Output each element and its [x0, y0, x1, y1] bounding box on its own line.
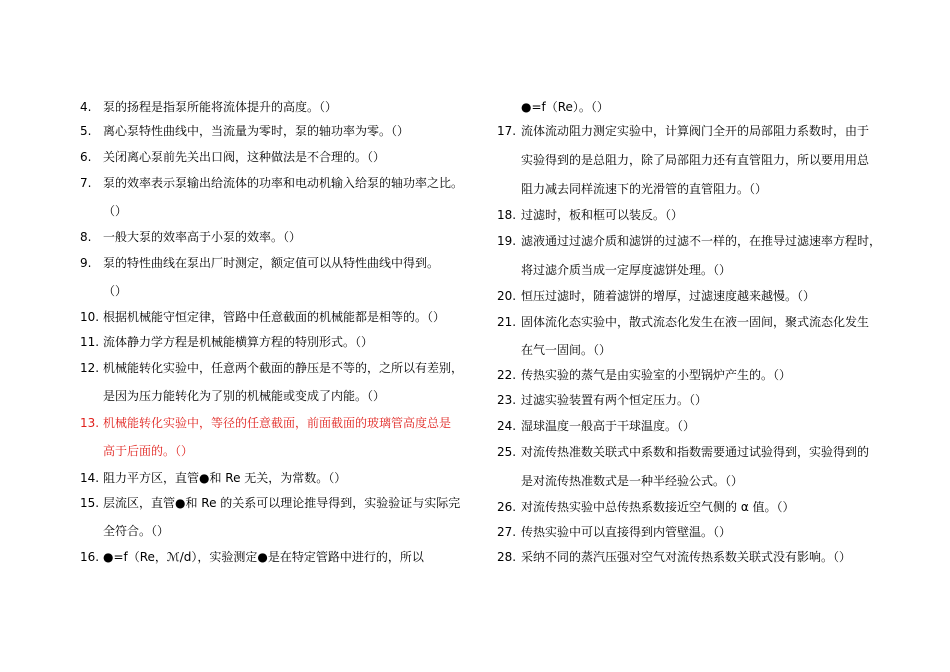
- question-text-line: 过滤时，板和框可以装反。（）: [521, 208, 684, 222]
- question-number: 6.: [80, 150, 92, 164]
- question-number: 13.: [80, 416, 100, 430]
- question-text-line: 离心泵特性曲线中，当流量为零时，泵的轴功率为零。（）: [103, 124, 410, 138]
- question-text-line: 采纳不同的蒸汽压强对空气对流传热系数关联式没有影响。（）: [521, 550, 852, 564]
- question-text-line: ●=f（Re）。（）: [521, 100, 609, 114]
- question-number: 4.: [80, 100, 92, 114]
- question-text-line: 在气一固间。（）: [521, 343, 612, 357]
- question-number: 10.: [80, 310, 100, 324]
- question-number: 20.: [497, 289, 517, 303]
- question-number: 18.: [497, 208, 517, 222]
- question-number: 9.: [80, 256, 92, 270]
- question-text-line: 过滤实验装置有两个恒定压力。（）: [521, 393, 708, 407]
- question-text-line: 全符合。（）: [103, 524, 170, 538]
- question-number: 26.: [497, 500, 517, 514]
- question-text-line: 传热实验中可以直接得到内管壁温。（）: [521, 525, 732, 539]
- question-number: 16.: [80, 550, 100, 564]
- question-number: 15.: [80, 496, 100, 510]
- question-number: 14.: [80, 471, 100, 485]
- question-text-line: 恒压过滤时，随着滤饼的增厚，过滤速度越来越慢。（）: [521, 289, 816, 303]
- question-text-line: 根据机械能守恒定律，管路中任意截面的机械能都是相等的。（）: [103, 310, 446, 324]
- question-text-line: 泵的特性曲线在泵出厂时测定，额定值可以从特性曲线中得到。: [103, 256, 440, 270]
- question-text-line: 是对流传热准数式是一种半经验公式。（）: [521, 474, 744, 488]
- question-text-line: 对流传热实验中总传热系数接近空气侧的 α 值。（）: [521, 500, 795, 514]
- question-number: 22.: [497, 368, 517, 382]
- question-text-line: ●=f（Re，ℳ/d），实验测定●是在特定管路中进行的，所以: [103, 550, 424, 564]
- question-number: 7.: [80, 176, 92, 190]
- question-number: 28.: [497, 550, 517, 564]
- question-number: 8.: [80, 230, 92, 244]
- question-text-line: 是因为压力能转化为了别的机械能或变成了内能。（）: [103, 389, 386, 403]
- question-number: 24.: [497, 419, 517, 433]
- question-text-line: 固体流化态实验中，散式流态化发生在液一固间，聚式流态化发生: [521, 315, 870, 329]
- question-text-line: 流体静力学方程是机械能横算方程的特別形式。（）: [103, 335, 374, 349]
- question-number: 27.: [497, 525, 517, 539]
- question-text-line: 一般大泵的效率高于小泵的效率。（）: [103, 230, 302, 244]
- question-text-line: （）: [103, 204, 128, 218]
- question-text-line: 关闭离心泵前先关出口阀，这种做法是不合理的。（）: [103, 150, 386, 164]
- question-text-line: 机械能转化实验中，任意两个截面的静压是不等的，之所以有差别，: [103, 361, 464, 375]
- question-text-line: （）: [103, 284, 128, 298]
- question-text-line: 湿球温度一般高于干球温度。（）: [521, 419, 696, 433]
- question-number: 17.: [497, 124, 517, 138]
- question-text-line: 实验得到的是总阻力，除了局部阻力还有直管阻力，所以要用用总: [521, 153, 870, 167]
- question-text-line: 传热实验的蒸气是由实验室的小型锅炉产生的。（）: [521, 368, 792, 382]
- question-number: 12.: [80, 361, 100, 375]
- question-text-line: 流体流动阻力测定实验中，计算阀门全开的局部阻力系数时，由于: [521, 124, 870, 138]
- question-number: 11.: [80, 335, 100, 349]
- question-text-line: 阻力减去同样流速下的光滑管的直管阻力。（）: [521, 182, 768, 196]
- question-text-line: 层流区，直管●和 Re 的关系可以理论推导得到，实验验证与实际完: [103, 496, 461, 510]
- question-number: 21.: [497, 315, 517, 329]
- question-text-line: 滤液通过过滤介质和滤饼的过滤不一样的，在推导过滤速率方程时，: [521, 234, 882, 248]
- question-text-line: 机械能转化实验中，等径的任意截面，前面截面的玻璃管高度总是: [103, 416, 452, 430]
- question-text-line: 阻力平方区，直管●和 Re 无关，为常数。（）: [103, 471, 347, 485]
- question-number: 25.: [497, 445, 517, 459]
- question-text-line: 泵的效率表示泵输出给流体的功率和电动机输入给泵的轴功率之比。: [103, 176, 464, 190]
- question-text-line: 将过滤介质当成一定厚度滤饼处理。（）: [521, 263, 732, 277]
- question-text-line: 高于后面的。（）: [103, 444, 194, 458]
- question-text-line: 对流传热准数关联式中系数和指数需要通过试验得到，实验得到的: [521, 445, 870, 459]
- question-number: 5.: [80, 124, 92, 138]
- question-number: 23.: [497, 393, 517, 407]
- question-number: 19.: [497, 234, 517, 248]
- question-text-line: 泵的扬程是指泵所能将流体提升的高度。（）: [103, 100, 338, 114]
